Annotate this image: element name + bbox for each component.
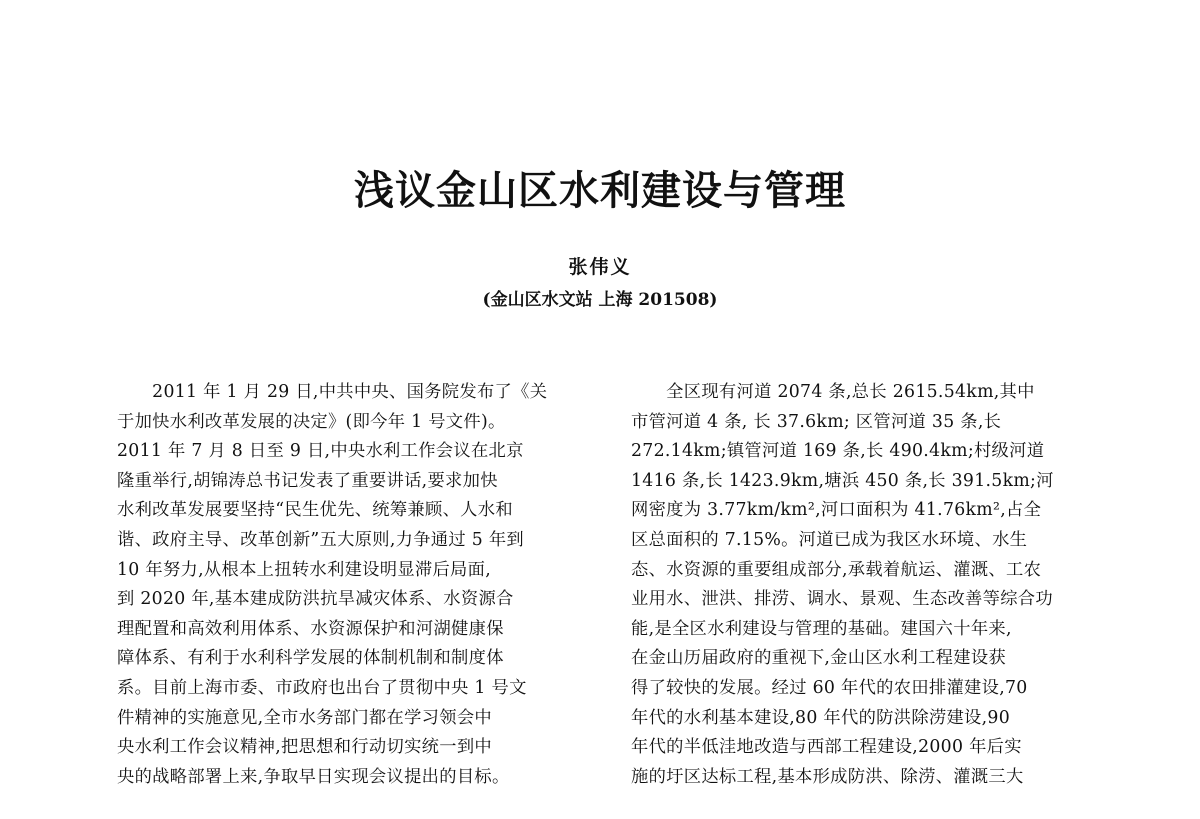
body-line: 央水利工作会议精神,把思想和行动切实统一到中 [117,737,493,758]
article-title: 浅议金山区水利建设与管理 [354,167,846,214]
body-column-left [117,378,587,792]
body-line: 全区现有河道 2074 条,总长 2615.54km,其中 [631,382,1035,402]
body-line: 于加快水利改革发展的决定》(即今年 1 号文件)。 [117,411,506,432]
body-column-right [631,378,1101,792]
body-line: 市管河道 4 条, 长 37.6km; 区管河道 35 条,长 [631,411,1002,432]
body-line: 能,是全区水利建设与管理的基础。建国六十年来, [631,618,1012,639]
body-line: 年代的水利基本建设,80 年代的防洪除涝建设,90 [631,707,1011,728]
body-line: 障体系、有利于水利科学发展的体制机制和制度体 [117,648,504,669]
body-line: 区总面积的 7.15%。河道已成为我区水环境、水生 [631,529,1028,550]
body-line: 件精神的实施意见,全市水务部门都在学习领会中 [117,707,493,728]
body-line: 央的战略部署上来,争取早日实现会议提出的目标。 [117,766,510,787]
body-line: 到 2020 年,基本建成防洪抗旱减灾体系、水资源合 [117,589,514,610]
body-line: 2011 年 1 月 29 日,中共中央、国务院发布了《关 [117,382,548,402]
body-line: 网密度为 3.77km/km²,河口面积为 41.76km²,占全 [631,500,1042,521]
body-line: 系。目前上海市委、市政府也出台了贯彻中央 1 号文 [117,677,527,698]
body-line: 在金山历届政府的重视下,金山区水利工程建设获 [631,648,1007,669]
body-line: 谐、政府主导、改革创新”五大原则,力争通过 5 年到 [117,529,525,550]
author-name: 张伟义 [568,256,632,278]
body-line: 业用水、泄洪、排涝、调水、景观、生态改善等综合功 [631,589,1053,610]
body-line: 2011 年 7 月 8 日至 9 日,中央水利工作会议在北京 [117,441,524,462]
body-line: 态、水资源的重要组成部分,承载着航运、灌溉、工农 [631,559,1042,580]
body-line: 272.14km;镇管河道 169 条,长 490.4km;村级河道 [631,441,1045,462]
body-line: 理配置和高效利用体系、水资源保护和河湖健康保 [117,618,504,639]
body-line: 得了较快的发展。经过 60 年代的农田排灌建设,70 [631,677,1028,698]
body-line: 隆重举行,胡锦涛总书记发表了重要讲话,要求加快 [117,470,498,491]
body-line: 10 年努力,从根本上扭转水利建设明显滞后局面, [117,559,492,580]
body-line: 水利改革发展要坚持“民生优先、统筹兼顾、人水和 [117,500,513,521]
body-line: 年代的半低洼地改造与西部工程建设,2000 年后实 [631,737,1022,758]
body-line: 施的圩区达标工程,基本形成防洪、除涝、灌溉三大 [631,766,1024,787]
author-affiliation: (金山区水文站 上海 201508) [482,290,718,310]
body-line: 1416 条,长 1423.9km,塘浜 450 条,长 391.5km;河 [631,470,1054,491]
